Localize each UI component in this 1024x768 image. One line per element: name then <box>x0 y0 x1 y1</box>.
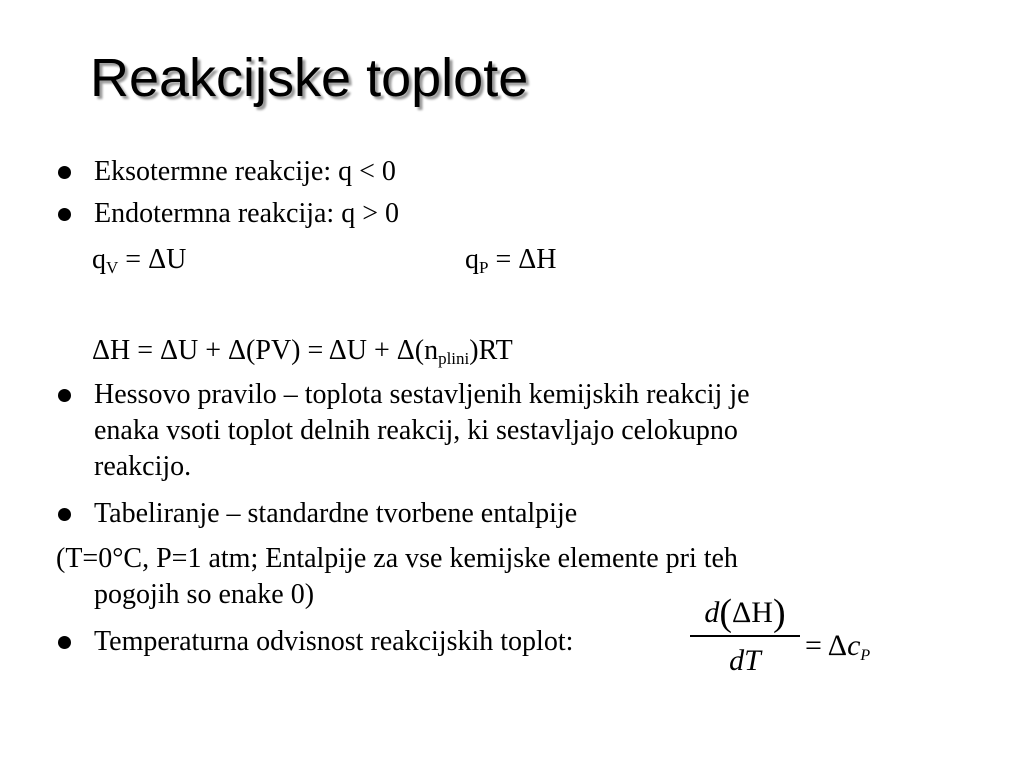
qv-base: q <box>92 244 106 275</box>
slide-title: Reakcijske toplote <box>90 48 529 108</box>
enthalpy-equation <box>92 333 513 369</box>
fraction-bar <box>690 635 800 637</box>
bullet-dot <box>58 208 71 221</box>
derivative-fraction <box>690 592 800 679</box>
dh-after: )RT <box>469 335 513 366</box>
equals-delta: = Δ <box>805 629 848 662</box>
bullet-dot <box>58 636 71 649</box>
bullet-dot <box>58 389 71 402</box>
dh-sub: plini <box>438 349 470 368</box>
qp-rest: = ΔH <box>488 244 557 275</box>
endothermic-line: Endotermna reakcija: q > 0 <box>94 198 400 229</box>
qv-equation <box>92 242 186 278</box>
hess-line-3: reakcijo. <box>94 451 192 482</box>
conditions-line-1: (T=0°C, P=1 atm; Entalpije za vse kemijske elemente pri teh <box>56 543 738 574</box>
qv-rest: = ΔU <box>118 244 187 275</box>
tabeliranje-line: Tabeliranje – standardne tvorbene entalpije <box>94 498 578 529</box>
formula-rhs <box>805 628 870 664</box>
heat-capacity-sub: P <box>860 647 871 664</box>
heat-capacity-symbol: c <box>847 629 861 662</box>
fraction-denominator: dT <box>729 644 761 677</box>
hess-line-1: Hessovo pravilo – toplota sestavljenih kemijskih reakcij je <box>94 379 750 410</box>
qp-base: q <box>465 244 479 275</box>
bullet-dot <box>58 508 71 521</box>
dh-before: ΔH = ΔU + Δ(PV) = ΔU + Δ(n <box>92 335 439 366</box>
qp-equation <box>465 242 557 278</box>
bullet-dot <box>58 166 71 179</box>
exothermic-line: Eksotermne reakcije: q < 0 <box>94 156 396 187</box>
conditions-line-2: pogojih so enake 0) <box>94 579 315 610</box>
qp-sub: P <box>479 258 489 277</box>
qv-sub: V <box>106 258 119 277</box>
temperature-line: Temperaturna odvisnost reakcijskih toplot: <box>94 626 574 657</box>
fraction-numerator: d(ΔH) <box>704 592 786 634</box>
hess-line-2: enaka vsoti toplot delnih reakcij, ki sestavljajo celokupno <box>94 415 738 446</box>
